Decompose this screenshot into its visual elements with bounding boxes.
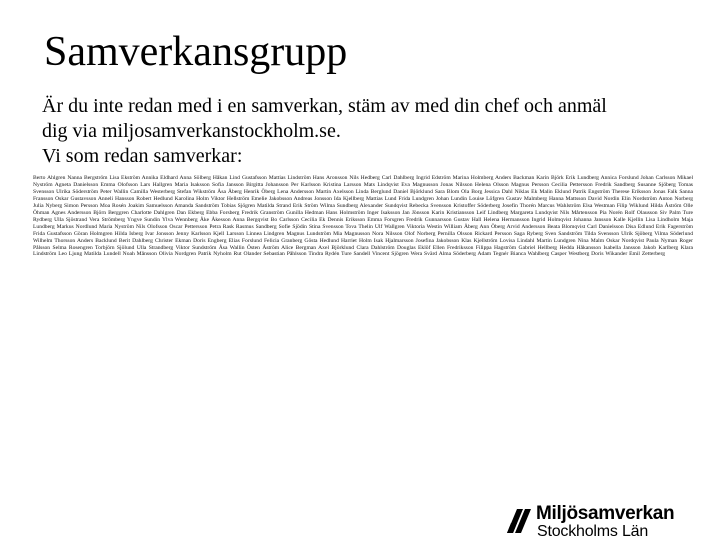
intro-line-2: dig via miljosamverkanstockholm.se.	[42, 120, 341, 142]
intro-line-3: Vi som redan samverkar:	[42, 145, 243, 167]
logo-title: Miljösamverkan	[536, 503, 675, 524]
miljosamverkan-logo-icon	[506, 508, 532, 534]
logo-subtitle: Stockholms Län	[537, 523, 649, 540]
intro-line-1: Är du inte redan med i en samverkan, stäm av med din chef och anmäl	[42, 95, 607, 117]
intro-text	[42, 94, 682, 169]
miljosamverkan-logo	[506, 503, 702, 540]
slide-title: Samverkansgrupp	[44, 29, 348, 75]
member-names-list: Berto Ahlgren Nanna Bergström Lisa Ekström Annika Eldhard Anna Sölberg Håkan Lind Gustafsson Mattias Lindström Hans Aronsson Nils Hedberg Carl Dahlberg Ingrid Edström Marina Holmberg Anders Backman Karin Björk Erik Lundberg Annica Forslund Johan Carlsson Mikael Nyström Agneta Danielsson Emma Olofsson Lars Hallgren Maria Isaksson Sofia Jansson Birgitta Johansson Per Karlsson Kristina Larsson Mats Lindqvist Eva Magnusson Jonas Nilsson Helena Olsson Magnus Persson Cecilia Pettersson Fredrik Sandberg Susanne Sjöberg Tomas Svensson Ulrika Söderström Peter Wallin Camilla Westerberg Stefan Wikström Åsa Åberg Henrik Öberg Lena Andersson Martin Axelsson Linda Berglund Daniel Björklund Sara Blom Ola Borg Jessica Dahl Niklas Ek Malin Eklund Patrik Engström Therese Eriksson Jonas Falk Sanna Fransson Oskar Gustavsson Anneli Hansson Robert Hedlund Karolina Holm Viktor Hellström Emelie Jakobsson Andreas Jonsson Ida Kjellberg Mattias Lund Frida Lundgren Johan Lundin Louise Löfgren Gustav Malmberg Hanna Mattsson David Nordin Elin Nordström Anton Norberg Julia Nyberg Simon Persson Moa Rosén Joakim Samuelsson Amanda Sandström Tobias Sjögren Matilda Strand Erik Ström Wilma Sundberg Alexander Sundqvist Rebecka Svensson Kristoffer Söderberg Josefin Thorén Marcus Wahlström Elsa Westman Filip Wiklund Hilda Åström Olle Öhman Agnes Andersson Björn Berggren Charlotte Dahlgren Dan Ekberg Ebba Forsberg Fredrik Granström Gunilla Hedman Hans Holmström Inger Isaksson Jan Jönsson Karin Kristiansson Leif Lindberg Margareta Lundqvist Nils Mårtensson Pia Norén Rolf Olausson Siv Palm Ture Rydberg Ulla Sjöstrand Vera Strömberg Yngve Sundin Ylva Wennberg Åke Åkesson Anna Bergqvist Bo Carlsson Cecilia Ek Dennis Eriksson Emma Forsgren Fredrik Gunnarsson Gustav Hall Helena Hermansson Ingrid Holmqvist Johanna Jansson Kalle Kjellin Lisa Lindholm Maja Lundberg Markus Nordlund Maria Nyström Nils Olofsson Oscar Pettersson Petra Rask Rasmus Sandberg Sofie Sjödin Stina Svensson Tova Thelin Ulf Wallgren Viktoria Westin William Åberg Ann Öberg Arvid Andersson Beata Blomqvist Carl Danielsson Disa Edlund Erik Fagerström Frida Gustafsson Göran Holmgren Hilda Isberg Ivar Jonsson Jenny Karlsson Kjell Larsson Linnea Lindgren Magnus Lundström Mia Magnusson Nora Nilsson Olof Norberg Pernilla Olsson Rickard Persson Saga Ryberg Sven Sandström Tilda Svensson Ulrik Sjöberg Vilma Söderlund Wilhelm Thorsson Anders Backlund Berit Dahlberg Christer Ekman Doris Engberg Elias Forslund Felicia Granberg Gösta Hedlund Harriet Holm Isak Hjalmarsson Josefina Jakobsson Klas Kjellström Lovisa Lindahl Martin Lundgren Nina Malm Oskar Nordqvist Paula Nyman Roger Pålsson Selma Rosengren Torbjörn Sjölund Ulla Strandberg Viktor Sundström Åsa Wallin Östen Åström Alice Bergman Axel Björklund Clara Dahlström Douglas Eklöf Ellen Fredriksson Filippa Hagström Gabriel Hellberg Hedda Håkansson Isabella Jansson Jakob Karlberg Klara Lindström Leo Ljung Matilda Lundell Noah Månsson Olivia Nordgren Patrik Nyholm Rut Olander Sebastian Påhlsson Tindra Rydén Ture Sandell Vincent Sjögren Wera Svärd Alma Söderberg Adam Tegnér Bianca Wahlberg Casper Westberg Doris Wikander Emil Zetterberg	[33, 175, 693, 258]
